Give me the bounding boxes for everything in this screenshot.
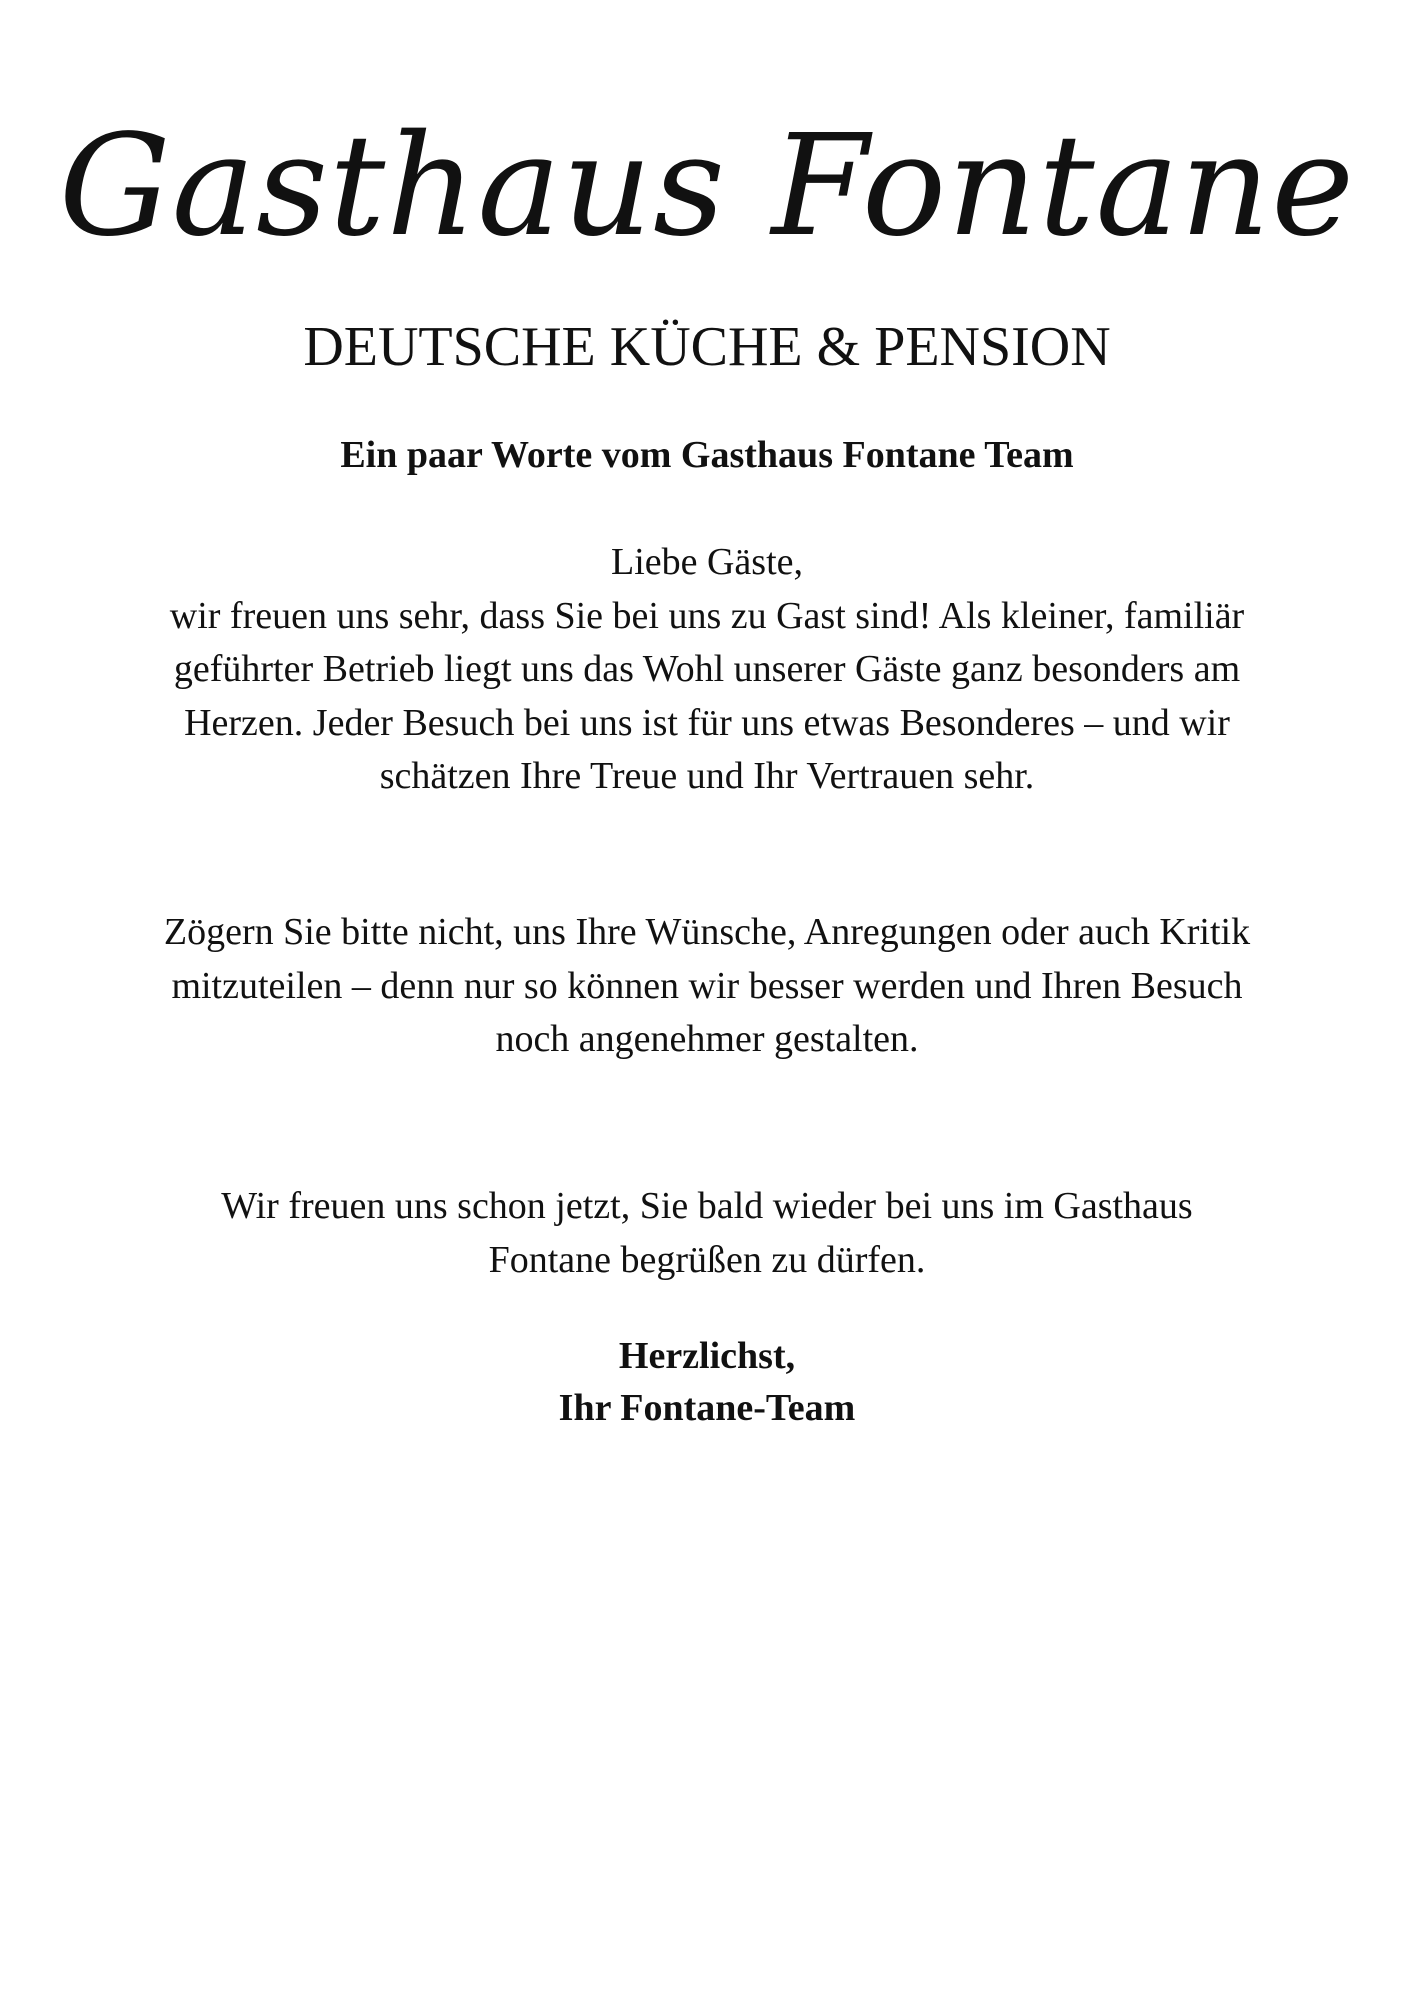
salutation: Liebe Gäste,	[610, 541, 804, 583]
paragraph-3: Wir freuen uns schon jetzt, Sie bald wieder bei uns im Gasthaus Fontane begrüßen zu dürfen.	[221, 1185, 1193, 1281]
paragraph-1	[157, 536, 1257, 804]
paragraph-1-text: wir freuen uns sehr, dass Sie bei uns zu Gast sind! Als kleiner, familiär geführter Betrieb liegt uns das Wohl unserer Gäste ganz besonders am Herzen. Jeder Besuch bei uns ist für uns etwas Besonderes – und wir schätzen Ihre Treue und Ihr Vertrauen sehr.	[169, 594, 1245, 797]
paragraph-2: Zögern Sie bitte nicht, uns Ihre Wünsche, Anregungen oder auch Kritik mitzuteilen – denn nur so können wir besser werden und Ihren Besuch noch angenehmer gestalten.	[163, 911, 1251, 1060]
closing-greeting: Herzlichst,	[618, 1335, 796, 1377]
subtitle: DEUTSCHE KÜCHE & PENSION	[303, 316, 1111, 378]
closing	[0, 1330, 1414, 1434]
logo-title: Gasthaus Fontane	[58, 105, 1356, 268]
letter-heading: Ein paar Worte vom Gasthaus Fontane Team	[340, 434, 1074, 476]
closing-signature: Ihr Fontane-Team	[558, 1387, 856, 1429]
